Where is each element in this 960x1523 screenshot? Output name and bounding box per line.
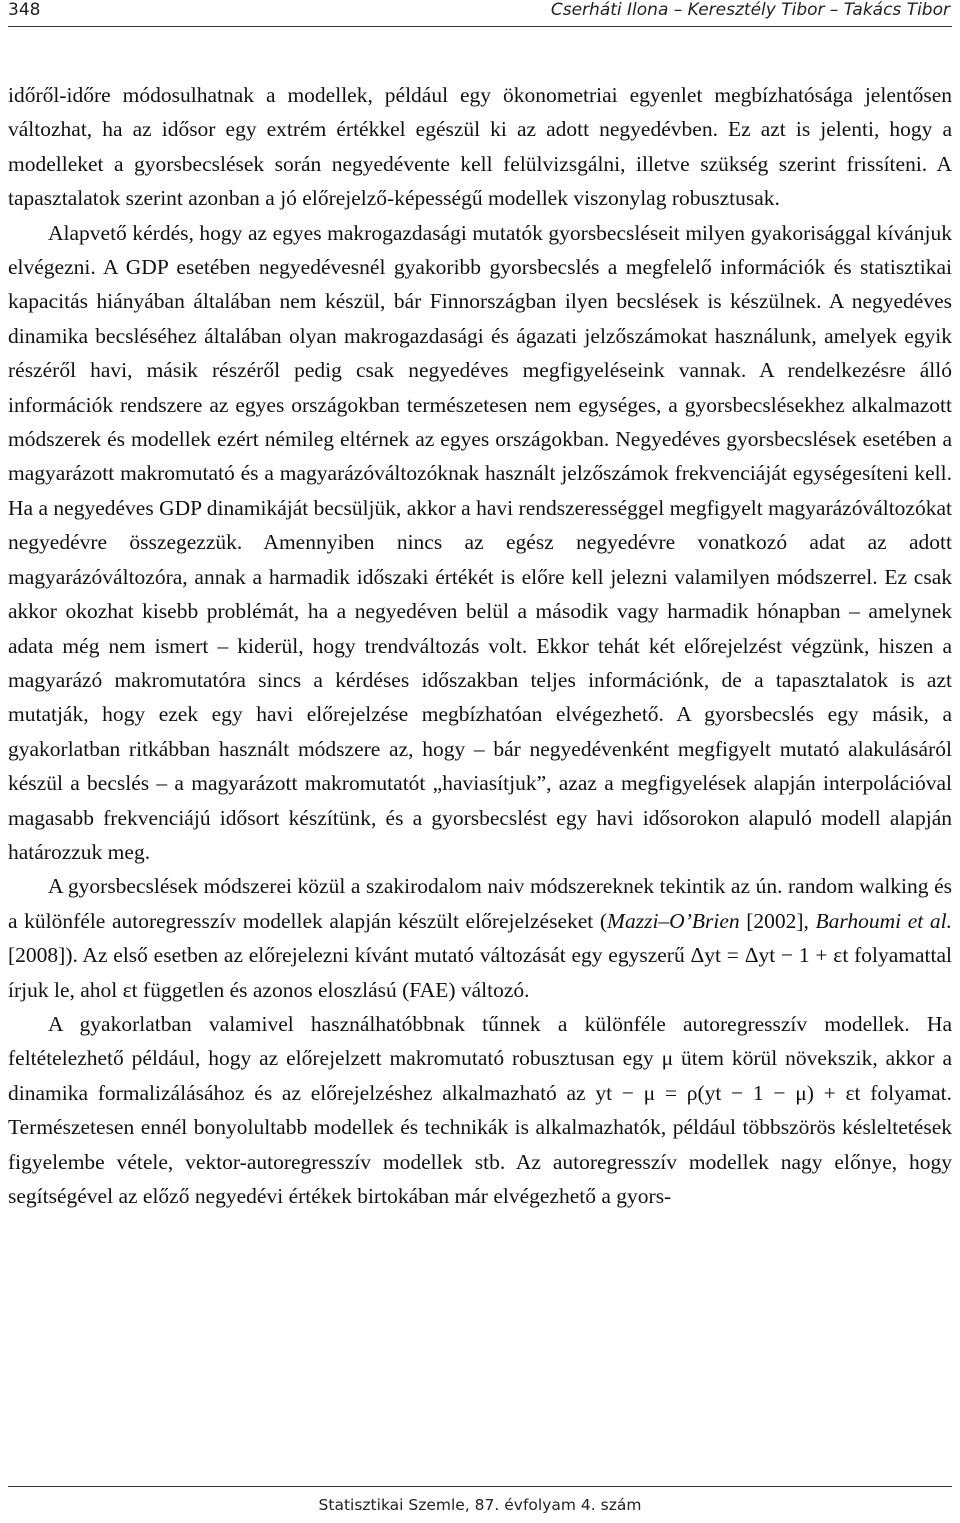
paragraph-3 bbox=[8, 869, 952, 1007]
paragraph-4-text-c: folyamat. Természetesen ennél bonyolultabb modellek és technikák is alkalmazhatók, például többszörös késleltetések figyelembe vétele, vektor-autoregresszív modellek stb. Az autoregresszív modellek nagy előnye, hogy segítségével az előző negyedévi értékek birtokában már elvégezhető a gyors- bbox=[8, 1080, 952, 1208]
citation-barhoumi: Barhoumi et al. bbox=[815, 908, 952, 933]
paragraph-3-text-d: folyamattal írjuk le, ahol bbox=[8, 943, 952, 1002]
paragraph-3-text-e: független és azonos eloszlású (FAE) változó. bbox=[137, 977, 530, 1002]
running-head-authors: Cserháti Ilona – Keresztély Tibor – Takács Tibor bbox=[550, 0, 950, 20]
equation-epsilon: εt bbox=[122, 977, 138, 1002]
paragraph-4-text-a: A gyakorlatban valamivel használhatóbbnak tűnnek a különféle autoregresszív modellek. Ha feltételezhető például, hogy az előrejelzett makromutató robusztusan egy bbox=[8, 1011, 952, 1071]
paragraph-4 bbox=[8, 1007, 952, 1213]
page-header bbox=[0, 0, 960, 28]
paragraph-3-text-c: [2008]). Az első esetben az előrejelezni kívánt mutató változását egy egyszerű bbox=[8, 943, 691, 968]
equation-random-walk: Δyt = Δyt − 1 + εt bbox=[690, 943, 849, 968]
symbol-mu: μ bbox=[661, 1046, 674, 1071]
paragraph-3-text-b: [2002], bbox=[739, 908, 816, 933]
journal-footer: Statisztikai Szemle, 87. évfolyam 4. szám bbox=[318, 1496, 642, 1514]
page-footer bbox=[0, 1496, 960, 1514]
paragraph-2: Alapvető kérdés, hogy az egyes makrogazdasági mutatók gyorsbecsléseit milyen gyakorisággal kívánjuk elvégezni. A GDP esetében negyedévesnél gyakoribb gyorsbecslés a megfelelő információk és statisztikai kapacitás hiányában általában nem készül, bár Finnországban ilyen becslések is készülnek. A negyedéves dinamika becsléséhez általában olyan makrogazdasági és ágazati jelzőszámokat használunk, amelyek egyik részéről havi, másik részéről pedig csak negyedéves megfigyeléseink vannak. A rendelkezésre álló információk rendszere az egyes országokban természetesen nem egységes, a gyorsbecslésekhez alkalmazott módszerek és modellek ezért némileg eltérnek az egyes országokban. Negyedéves gyorsbecslések esetében a magyarázott makromutató és a magyarázóváltozóknak használt jelzőszámok frekvenciáját egységesíteni kell. Ha a negyedéves GDP dinamikáját becsüljük, akkor a havi rendszerességgel megfigyelt magyarázóváltozókat negyedévre összegezzük. Amennyiben nincs az egész negyedévre vonatkozó adat az adott magyarázóváltozóra, annak a harmadik időszaki értékét is előre kell jelezni valamilyen módszerrel. Ez csak akkor okozhat kisebb problémát, ha a negyedéven belül a második vagy harmadik hónapban – amelynek adata még nem ismert – kiderül, hogy trendváltozás volt. Ekkor tehát két előrejelzést végzünk, hiszen a magyarázó makromutatóra sincs a kérdéses időszakban teljes információnk, de a tapasztalatok is azt mutatják, hogy ezek egy havi előrejelzése megbízhatóan elvégezhető. A gyorsbecslés egy másik, a gyakorlatban ritkábban használt módszere az, hogy – bár negyedévenként megfigyelt mutató alakulásáról készül a becslés – a magyarázott makromutatót „haviasítjuk”, azaz a megfigyelések alapján interpolációval magasabb frekvenciájú idősort készítünk, és a gyorsbecslést egy havi idősorokon alapuló modell alapján határozzuk meg. bbox=[8, 220, 952, 864]
equation-ar-process: yt − μ = ρ(yt − 1 − μ) + εt bbox=[595, 1080, 861, 1105]
paragraph-1: időről-időre módosulhatnak a modellek, például egy ökonometriai egyenlet megbízhatósága jelentősen változhat, ha az idősor egy extrém értékkel egészül ki az adott negyedévben. Ez azt is jelenti, hogy a modelleket a gyorsbecslések során negyedévente kell felülvizsgálni, illetve szükség szerint frissíteni. A tapasztalatok szerint azonban a jó előrejelző-képességű modellek viszonylag robusztusak. bbox=[8, 83, 952, 211]
citation-mazzi-obrien: Mazzi–O’Brien bbox=[607, 908, 740, 933]
article-body bbox=[8, 78, 952, 1213]
paragraph-3-text-a: A gyorsbecslések módszerei közül a szakirodalom naiv módszereknek tekintik az ún. random walking és a különféle autoregresszív modellek alapján készült előrejelzéseket ( bbox=[8, 874, 952, 933]
header-rule bbox=[8, 26, 952, 27]
footer-rule bbox=[8, 1486, 952, 1487]
page-number: 348 bbox=[8, 0, 41, 20]
paragraph-4-text-b: ütem körül növekszik, akkor a dinamika formalizálásához és az előrejelzéshez alkalmazható az bbox=[8, 1046, 953, 1105]
